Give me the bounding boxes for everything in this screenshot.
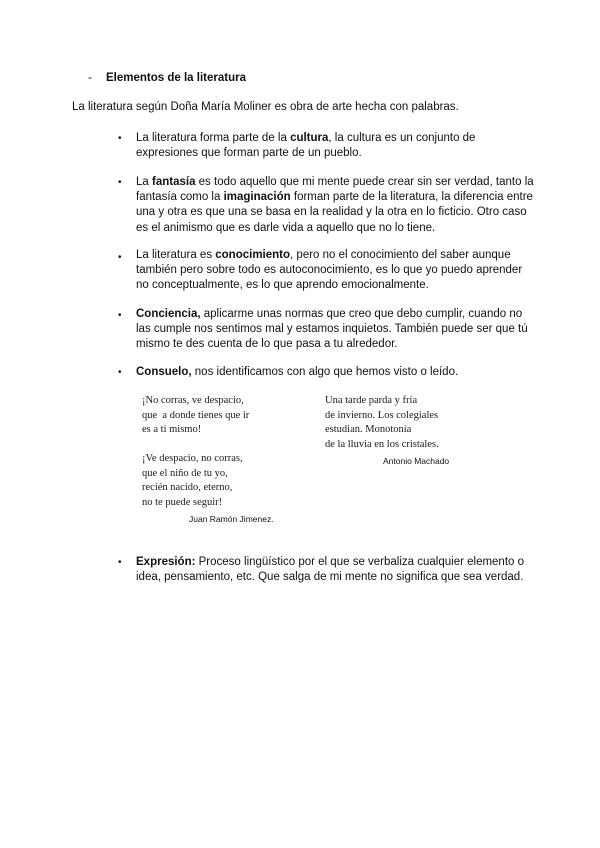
item-keyword: fantasía xyxy=(152,176,196,188)
bullet-icon: • xyxy=(118,252,122,263)
poem-line: recién nacido, eterno, xyxy=(142,482,233,493)
poem-line: ¡Ve despacio, no corras, xyxy=(142,453,243,464)
poem-line: Una tarde parda y fría xyxy=(325,395,418,406)
item-text: , la cultura es un conjunto de expresiones que forman parte de un pueblo. xyxy=(136,132,476,160)
list-item-consuelo xyxy=(136,365,536,380)
item-text: es todo aquello que mi mente puede crear sin ser verdad, tanto la fantasía como la xyxy=(136,176,534,204)
list-item-expresion xyxy=(136,555,536,585)
intro-paragraph: La literatura según Doña María Moliner es obra de arte hecha con palabras. xyxy=(72,101,459,113)
bullet-icon: • xyxy=(118,557,122,568)
list-item-cultura xyxy=(136,131,536,161)
item-text: forman parte de la literatura, la diferencia entre una y otra es que una se basa en la realidad y la otra en lo ficticio. Otro caso es el animismo que es darle vida a aquello que no lo tiene. xyxy=(136,191,533,234)
item-keyword: Consuelo, xyxy=(136,366,192,378)
poem-machado xyxy=(325,394,439,452)
bullet-icon: • xyxy=(118,367,122,378)
bullet-icon: • xyxy=(118,133,122,144)
poem-line: ¡No corras, ve despacio, xyxy=(142,395,244,406)
poem-line: que el niño de tu yo, xyxy=(142,467,228,479)
poem-line: no te puede seguir! xyxy=(142,496,223,508)
poem-author-jimenez: Juan Ramón Jimenez. xyxy=(189,514,274,524)
poem-jimenez xyxy=(142,394,249,510)
section-heading xyxy=(88,72,246,84)
poem-line: es a ti mismo! xyxy=(142,424,202,435)
item-keyword: cultura xyxy=(290,132,329,144)
heading-dash: - xyxy=(88,72,92,84)
item-text: La literatura forma parte de la xyxy=(136,132,291,144)
poem-line xyxy=(142,438,249,453)
list-item-fantasia xyxy=(136,175,536,236)
poem-line: de invierno. Los colegiales xyxy=(325,409,439,421)
poem-line: estudian. Monotonía xyxy=(325,424,412,435)
list-item-conocimiento xyxy=(136,248,536,294)
item-keyword: Conciencia, xyxy=(136,308,201,320)
item-text: , pero no el conocimiento del saber aunque también pero sobre todo es autoconocimiento, es lo que yo puedo aprender no conceptualmente, es lo que aprendo emocionalmente. xyxy=(136,249,523,292)
item-text: aplicarme unas normas que creo que debo cumplir, cuando no las cumple nos sentimos mal y estamos inquietos. También puede ser que tú mismo te des cuenta de lo que pasa a tu alrededor. xyxy=(136,308,528,351)
item-keyword: Expresión: xyxy=(136,556,196,568)
item-keyword: imaginación xyxy=(223,191,291,204)
poem-line: que a donde tienes que ir xyxy=(142,409,250,421)
poem-author-machado: Antonio Machado xyxy=(383,456,450,466)
bullet-icon: • xyxy=(118,177,122,188)
item-text: La literatura es xyxy=(136,249,216,261)
poem-line: de la lluvia en los cristales. xyxy=(325,438,439,450)
item-text: La xyxy=(136,176,152,188)
list-item-conciencia xyxy=(136,307,536,353)
bullet-icon: • xyxy=(118,310,122,321)
heading-title: Elementos de la literatura xyxy=(106,72,246,84)
item-text: nos identificamos con algo que hemos visto o leído. xyxy=(191,366,459,378)
item-text: Proceso lingüístico por el que se verbaliza cualquier elemento o idea, pensamiento, etc. Que salga de mi mente no significa que sea verdad. xyxy=(136,556,525,584)
item-keyword: conocimiento xyxy=(215,249,291,261)
